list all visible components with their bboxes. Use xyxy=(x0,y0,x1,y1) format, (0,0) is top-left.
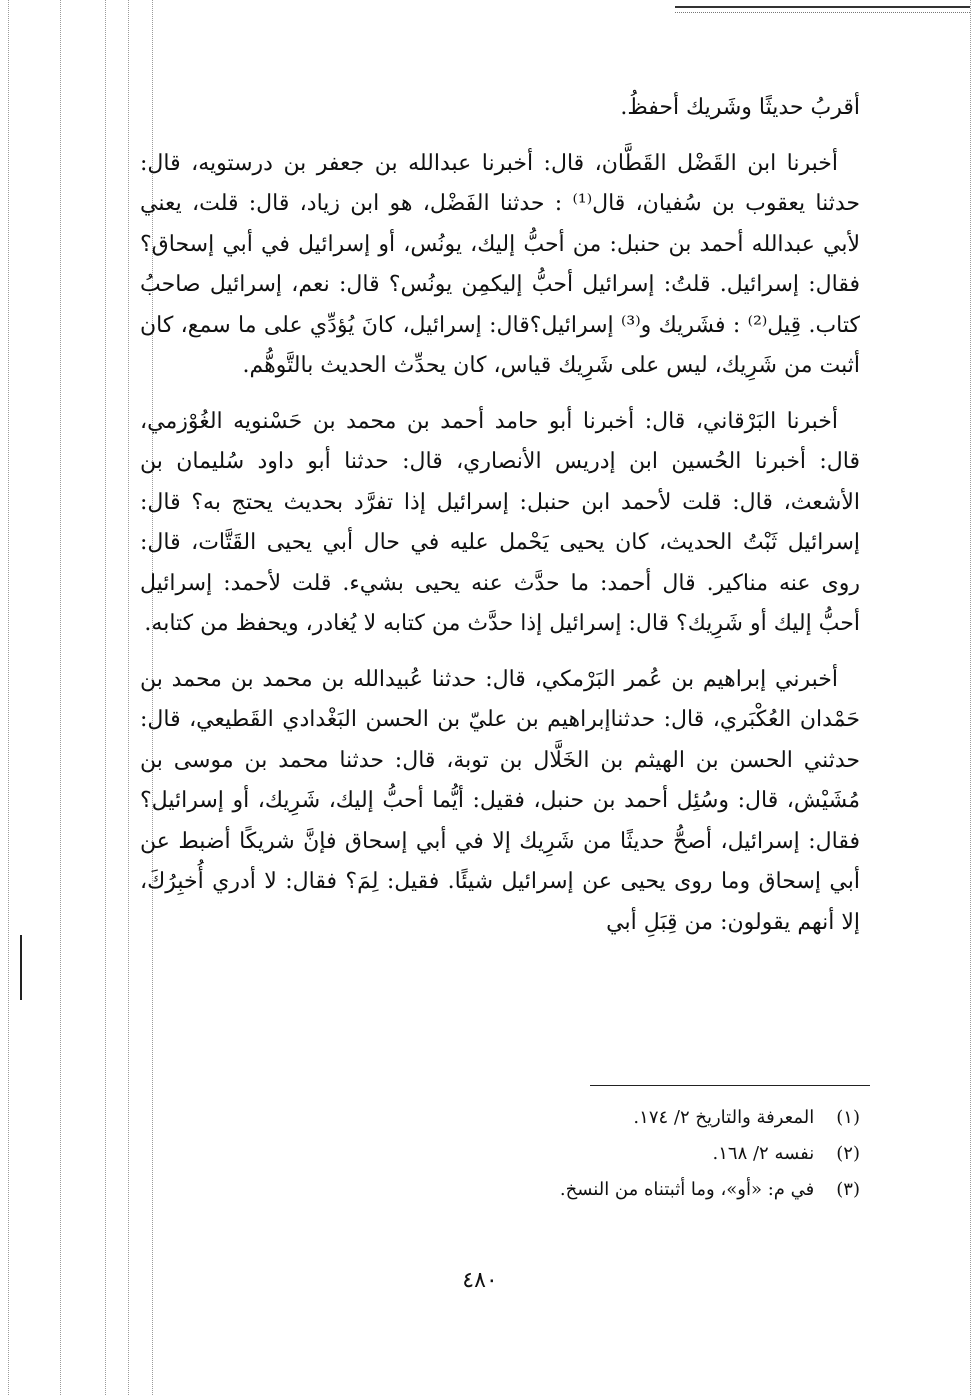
footnote-3 xyxy=(300,1172,860,1208)
footnotes xyxy=(300,1100,860,1208)
scan-artifact-line xyxy=(970,0,971,1395)
top-edge-rule-dotted xyxy=(675,12,970,13)
footnote-text: في م: «أو»، وما أثبتناه من النسخ. xyxy=(559,1179,815,1200)
footnote-1 xyxy=(300,1100,860,1136)
scan-artifact-line xyxy=(60,0,61,1395)
body-paragraph-3: أخبرنا البَرْقاني، قال: أخبرنا أبو حامد أحمد بن محمد بن حَسْنويه الغُوْزمي، قال: أخبرنا الحُسين ابن إدريس الأنصاري، قال: حدثنا أبو داود سُليمان بن الأشعث، قال: قلت لأحمد ابن حنبل: إسرائيل إذا تفرَّد بحديث يحتج به؟ قال: إسرائيل ثَبْتُ الحديث، كان يحيى يَحْمل عليه في حال أبي يحيى القَتَّات، قال: روى عنه مناكير. قال أحمد: ما حدَّث عنه يحيى بشيء. قلت لأحمد: إسرائيل أحبُّ إليك أو شَرِيك؟ قال: إسرائيل إذا حدَّث من كتابه لا يُغادر، ويحفظ من كتابه. xyxy=(140,408,860,636)
footnote-2 xyxy=(300,1136,860,1172)
scan-artifact-line xyxy=(105,0,106,1395)
footnote-text: نفسه ٢/ ١٦٨. xyxy=(712,1143,815,1164)
scan-artifact-line xyxy=(128,0,129,1395)
top-edge-rule xyxy=(675,6,970,8)
footnote-separator xyxy=(590,1085,870,1086)
footnote-text: المعرفة والتاريخ ٢/ ١٧٤. xyxy=(633,1107,815,1128)
footnote-number: (٢) xyxy=(836,1143,860,1164)
body-paragraph-4: أخبرني إبراهيم بن عُمر البَرْمكي، قال: حدثنا عُبيدالله بن محمد بن محمد بن حَمْدان العُكْبَري، قال: حدثناإبراهيم بن عليّ بن الحسن البَغْدادي القَطيعي، قال: حدثني الحسن بن الهيثم بن الخَلَّال بن توبة، قال: حدثنا محمد بن موسى بن مُشَيْش، قال: وسُئِل أحمد بن حنبل، فقيل: أيُّما أحبُّ إليك، شَرِيك، أو إسرائيل؟ فقال: إسرائيل، أصحُّ حديثًا من شَرِيك إلا في أبي إسحاق فإنَّ شريكًا أضبط عن أبي إسحاق وما روى يحيى عن إسرائيل شيئًا. فقيل: لِمَ؟ فقال: لا أدري أُخبِرُكَ، إلا أنهم يقولون: من قِبَلِ أبي xyxy=(140,666,860,935)
page-number: ٤٨٠ xyxy=(462,1268,498,1293)
scan-artifact-line xyxy=(8,0,9,1395)
page-body xyxy=(140,88,860,958)
body-paragraph-2: أخبرنا ابن القَضْل القَطَّان، قال: أخبرنا عبدالله بن جعفر بن درستويه، قال: حدثنا يعقوب بن سُفيان، قال⁽¹⁾ : حدثنا الفَضْل، هو ابن زياد، قال: قلت، يعني لأبي عبدالله أحمد بن حنبل: من أحبُّ إليك، يونُس، أو إسرائيل في أبي إسحاق؟ فقال: إسرائيل. قلتُ: إسرائيل أحبُّ إليكمِن يونُس؟ قال: نعم، إسرائيل صاحبُ كتاب. قِيل⁽²⁾ : فشَريك و⁽³⁾ إسرائيل؟قال: إسرائيل، كانَ يُؤدِّي على ما سمع، كان أثبت من شَرِيك، ليس على شَرِيك قياس، كان يحدِّث الحديث بالتَّوهُّم. xyxy=(140,150,860,378)
footnote-number: (٣) xyxy=(836,1179,860,1200)
body-paragraph-1: أقربُ حديثًا وشَريك أحفظُ. xyxy=(620,95,860,120)
margin-mark xyxy=(20,935,22,1000)
footnote-number: (١) xyxy=(836,1107,860,1128)
